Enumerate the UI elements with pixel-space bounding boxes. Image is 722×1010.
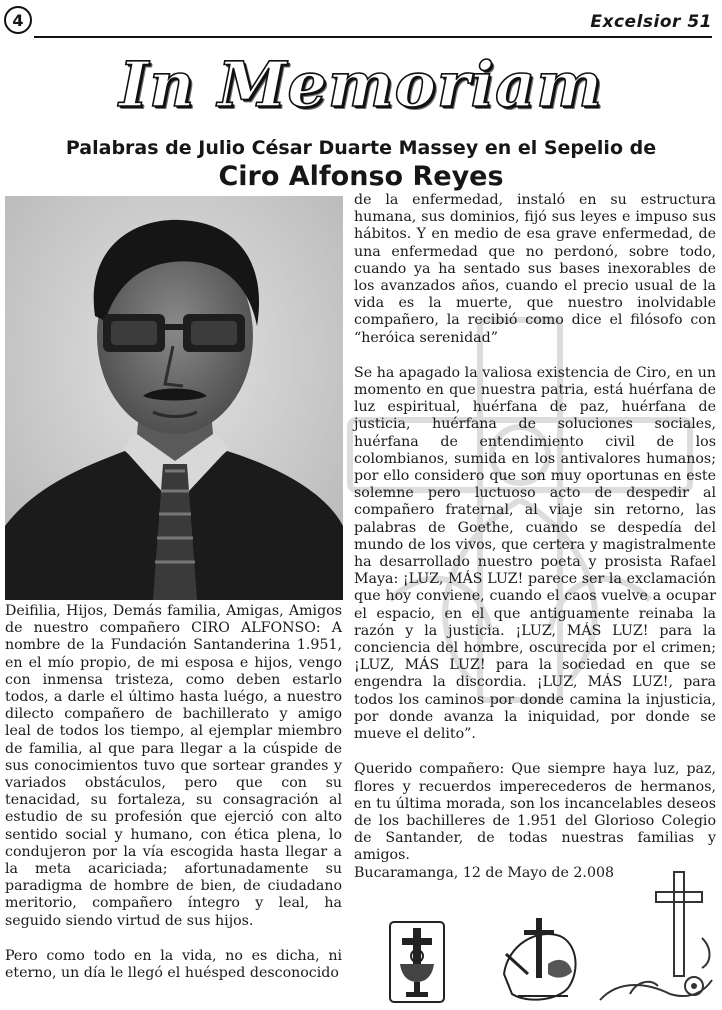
- header-rule: [34, 36, 712, 38]
- body-paragraph: Se ha apagado la valiosa existencia de Ciro, en un momento en que nuestra patria, está huérfana de luz espiritual, huérfana de paz, huérfana de justicia, huérfana de soluciones sociales, huérfana de entendimiento civil de los colombianos, sumida en los antivalores humanos; por ello considero que son muy oportunas en este solemne pero luctuoso acto de despedir al compañero fraternal, al viaje sin retorno, las palabras de Goethe, cuando se despedía del mundo de los vivos, que certera y magistralmente ha desarrollado nuestro poeta y prosista Rafael Maya: ¡LUZ, MÁS LUZ! parece ser la exclamación que hoy conviene, cuando el caos vuelve a ocupar el espacio, en el que antiguamente reinaba la razón y la justicia. ¡LUZ, MÁS LUZ! para la conciencia del hombre, oscurecida por el crimen; ¡LUZ, MÁS LUZ! para la sociedad en que se engendra la discordia. ¡LUZ, MÁS LUZ!, para todos los caminos por donde camina la injusticia, por donde avanza la iniquidad, por donde se mueve el delito”.: [354, 364, 716, 743]
- body-paragraph: Querido compañero: Que siempre haya luz, paz, flores y recuerdos imperecederos de hermanos, en tu última morada, son los incancelables deseos de los bachilleres de 1.951 del Glorioso Colegio de Santander, de todas nuestras familias y amigos.: [354, 761, 716, 864]
- body-paragraph: Pero como todo en la vida, no es dicha, ni eterno, un día le llegó el huésped desconocido: [5, 947, 342, 982]
- page-title: In Memoriam: [119, 48, 603, 121]
- praying-hands-icon: [498, 914, 584, 1006]
- signature-date: Bucaramanga, 12 de Mayo de 2.008: [354, 864, 615, 881]
- body-paragraph: de la enfermedad, instaló en su estructura humana, sus dominios, fijó sus leyes e impuso sus hábitos. Y en medio de esa grave enfermedad, de una enfermedad que no perdonó, sobre todo, cuando ya ha sentado sus bases inexorables de los avanzados años, cuando el precio usual de la vida es la muerte, que nuestro inolvidable compañero, la recibió como dice el filósofo con “heróica serenidad”: [354, 192, 716, 346]
- floral-corner-icon: [590, 868, 716, 1008]
- left-column: [5, 603, 342, 982]
- magazine-name: Excelsior 51: [590, 12, 712, 32]
- article-subtitle: Palabras de Julio César Duarte Massey en el Sepelio de: [65, 137, 657, 159]
- chalice-icon: [388, 920, 446, 1004]
- person-name: Ciro Alfonso Reyes: [218, 161, 504, 192]
- portrait-photo: [5, 196, 343, 600]
- body-paragraph: Deifilia, Hijos, Demás familia, Amigas, Amigos de nuestro compañero CIRO ALFONSO: A nombre de la Fundación Santanderina 1.951, en el mío propio, de mi esposa e hijos, vengo con inmensa tristeza, como deben estarlo todos, a darle el último hasta luégo, a nuestro dilecto compañero de bachillerato y amigo leal de todos los tiempo, al ejemplar miembro de familia, al que para llegar a la cúspide de sus conocimientos tuvo que sortear grandes y variados obstáculos, pero que con su tenacidad, su fortaleza, su consagración al estudio de su profesión que ejerció con alto sentido social y humano, con ética plena, lo condujeron por la vía escogida hasta llegar a la meta acariciada; afortunadamente su paradigma de hombre de bien, de ciudadano meritorio, compañero íntegro y leal, ha seguido siendo virtud de sus hijos.: [5, 603, 342, 929]
- right-column: [354, 192, 716, 882]
- page-number-text: 4: [12, 10, 24, 30]
- page-number: [4, 6, 32, 34]
